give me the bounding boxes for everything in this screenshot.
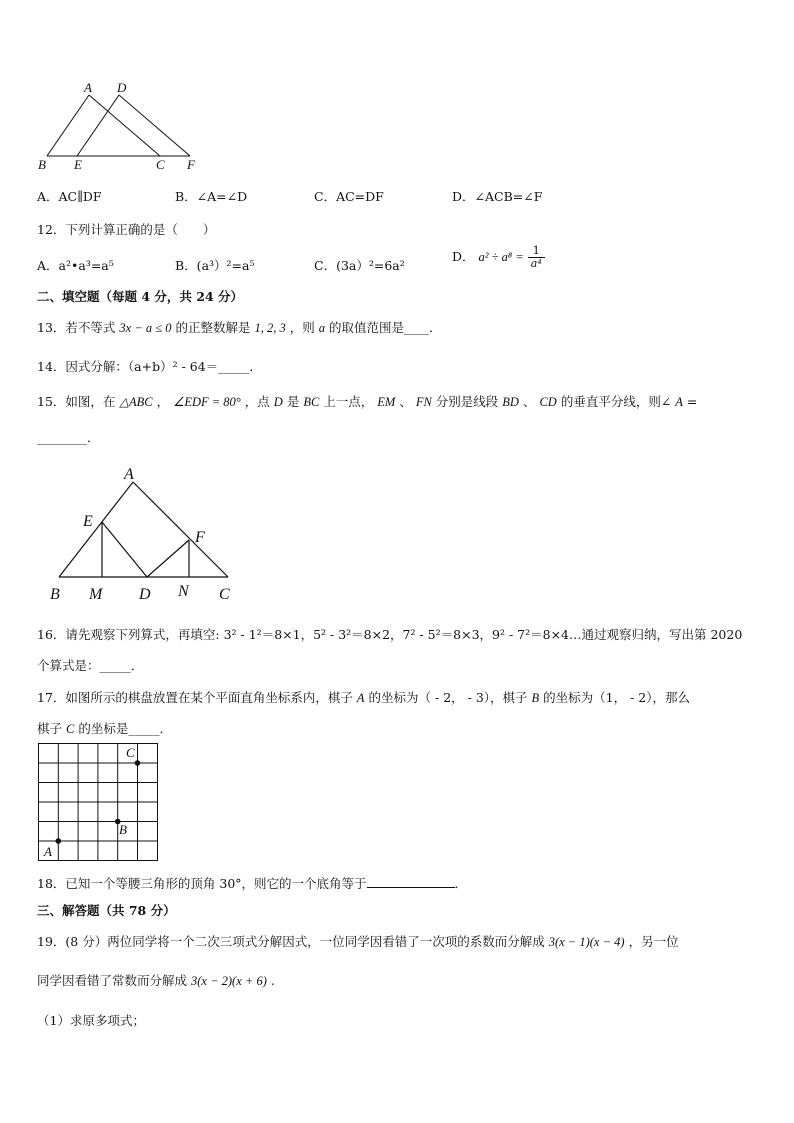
q19-text-d: . xyxy=(270,973,275,988)
q11-option-b: B．∠A=∠D xyxy=(175,189,248,204)
q15-point-d: D xyxy=(273,395,283,409)
line-BA xyxy=(59,482,133,577)
q11-option-c: C．AC=DF xyxy=(314,189,384,204)
q18 xyxy=(37,874,467,892)
q13-pre: 13．若不等式 xyxy=(37,320,116,335)
q12-option-d-fraction xyxy=(528,245,545,270)
q16-line2: 个算式是：_____． xyxy=(37,658,144,673)
q19-expr1: 3(x − 1)(x − 4) xyxy=(548,935,625,949)
label-E: E xyxy=(83,513,93,530)
q15-text-h: = xyxy=(686,394,698,409)
q12-option-d-prefix: D． xyxy=(452,249,475,264)
q15-angle: ∠EDF = 80° xyxy=(173,395,241,409)
q17-line2 xyxy=(37,719,172,737)
label-M: M xyxy=(89,586,103,603)
q11-option-a: A．AC∥DF xyxy=(37,189,102,204)
label-F: F xyxy=(195,529,205,546)
label-D: D xyxy=(117,80,127,95)
label-N: N xyxy=(178,583,189,600)
q13-solutions: 1, 2, 3 xyxy=(254,321,286,335)
q14: 14．因式分解：（a+b）² - 64＝_____． xyxy=(37,359,262,374)
line-DF xyxy=(147,540,189,577)
label-C: C xyxy=(156,157,165,172)
q15-line1 xyxy=(37,392,697,410)
q17-line1 xyxy=(37,688,690,706)
section-3-heading: 三、解答题（共 78 分） xyxy=(37,903,176,918)
label-C: C xyxy=(219,586,230,603)
q15-bd: BD xyxy=(502,395,519,409)
line-AC xyxy=(89,95,160,156)
q19-line2 xyxy=(37,971,275,989)
label-B: B xyxy=(38,157,46,172)
q15-em: EM xyxy=(377,395,396,409)
q12-stem: 12．下列计算正确的是（ ） xyxy=(37,222,216,237)
label-E: E xyxy=(74,157,82,172)
label-B: B xyxy=(119,822,127,837)
q17-text-d: 棋子 xyxy=(37,721,63,736)
piece-a-dot xyxy=(56,838,62,844)
q15-a: A xyxy=(675,395,683,409)
q12-option-d xyxy=(452,245,545,270)
q15-sep: 、 xyxy=(399,394,412,409)
q15-triangle: △ABC xyxy=(119,395,153,409)
q11-option-d: D．∠ACB=∠F xyxy=(452,189,543,204)
q15-text-g: 的垂直平分线，则∠ xyxy=(560,394,672,409)
q15-cd: CD xyxy=(539,395,557,409)
q17-text-c: 的坐标为（1， - 2），那么 xyxy=(543,690,690,705)
section-2-heading: 二、填空题（每题 4 分，共 24 分） xyxy=(37,289,244,304)
q13-var: a xyxy=(318,321,325,335)
q13-mid2: ，则 xyxy=(289,320,315,335)
q12-option-a: A．a²•a³=a⁵ xyxy=(37,258,114,273)
label-A: A xyxy=(84,80,92,95)
q17-piece-c: C xyxy=(66,722,75,736)
q15-fn: FN xyxy=(415,395,432,409)
q17-text-e: 的坐标是_____． xyxy=(78,721,173,736)
figure-q15 xyxy=(40,462,250,604)
q16-line1: 16．请先观察下列算式，再填空: 3² - 1²＝8×1，5² - 3²＝8×2，7² - 5²＝8×3，9² - 7²＝8×4…通过观察归纳，写出第 2020 xyxy=(37,627,743,642)
line-AC xyxy=(133,482,228,577)
q15-text-f: 分别是线段 xyxy=(435,394,499,409)
q13-inequality: 3x − a ≤ 0 xyxy=(119,321,172,335)
figure-q11 xyxy=(30,80,210,175)
label-F: F xyxy=(187,157,195,172)
q18-end: ． xyxy=(454,876,468,891)
figure-q17-chessboard xyxy=(38,743,160,863)
q19-text-a: 19．(8 分）两位同学将一个二次三项式分解因式，一位同学因看错了一次项的系数而分解成 xyxy=(37,934,545,949)
label-A: A xyxy=(124,466,134,483)
q15-sep2: 、 xyxy=(522,394,536,409)
q17-text-a: 17．如图所示的棋盘放置在某个平面直角坐标系内，棋子 xyxy=(37,690,353,705)
q17-piece-b: B xyxy=(531,691,540,705)
q17-text-b: 的坐标为（ - 2， - 3），棋子 xyxy=(368,690,528,705)
label-A: A xyxy=(44,844,52,859)
fraction-numerator: 1 xyxy=(528,245,545,258)
line-DF xyxy=(119,95,190,156)
q15-text-c: ，点 xyxy=(244,394,270,409)
q19-text-b: ，另一位 xyxy=(628,934,679,949)
fraction-denominator: a⁴ xyxy=(530,257,542,270)
q19-text-c: 同学因看错了常数而分解成 xyxy=(37,973,188,988)
q19-line1 xyxy=(37,932,679,950)
q13-mid: 的正整数解是 xyxy=(175,320,251,335)
q19-expr2: 3(x − 2)(x + 6) xyxy=(191,974,267,988)
line-ED xyxy=(102,522,147,577)
q19-sub1: （1）求原多项式； xyxy=(37,1013,145,1028)
q15-text-b: ， xyxy=(156,394,170,409)
label-B: B xyxy=(50,586,60,603)
q12-option-d-expr: a² ÷ a⁸ = xyxy=(478,250,524,264)
q13 xyxy=(37,318,441,336)
q15-text-e: 上一点， xyxy=(323,394,374,409)
q15-text-a: 15．如图，在 xyxy=(37,394,116,409)
piece-c-dot xyxy=(135,760,141,766)
q12-option-b: B．(a³）²=a⁵ xyxy=(175,258,255,273)
q18-text: 18．已知一个等腰三角形的顶角 30°，则它的一个底角等于 xyxy=(37,876,367,891)
q13-post: 的取值范围是____． xyxy=(328,320,442,335)
q15-line2: ________． xyxy=(37,430,100,445)
q15-bc: BC xyxy=(303,395,320,409)
label-C: C xyxy=(126,745,135,760)
q15-text-d: 是 xyxy=(286,394,300,409)
q12-option-c: C．(3a）²=6a² xyxy=(314,258,405,273)
label-D: D xyxy=(139,586,151,603)
q18-answer-blank[interactable] xyxy=(367,875,455,888)
q17-piece-a: A xyxy=(356,691,365,705)
